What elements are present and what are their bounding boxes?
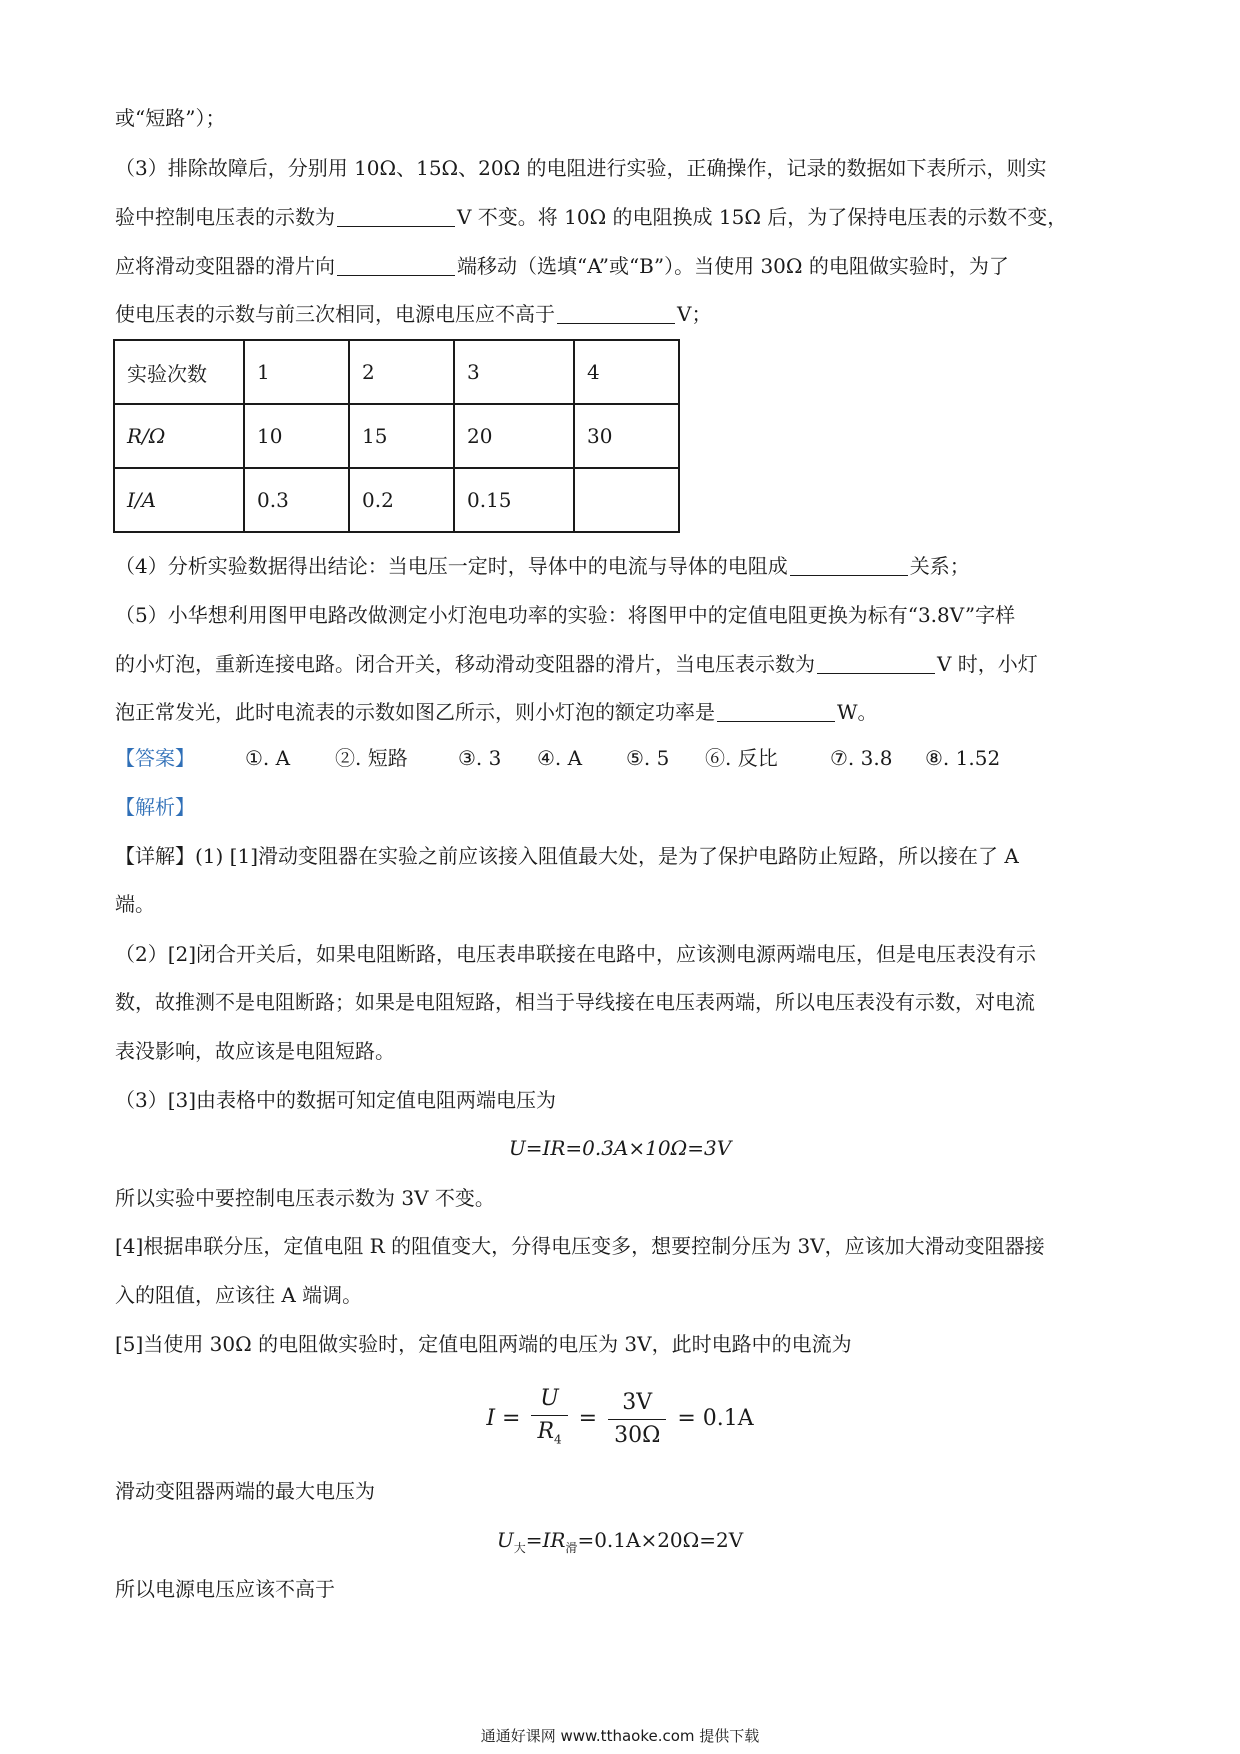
answer-item: ①. A bbox=[245, 746, 291, 770]
equation-rest: =0.1A×20Ω=2V bbox=[577, 1528, 744, 1552]
text-segment: 使电压表的示数与前三次相同，电源电压应不高于 bbox=[115, 302, 555, 326]
text-line: 或“短路”）； bbox=[115, 106, 226, 130]
answer-item: ③. 3 bbox=[458, 746, 502, 770]
text-line: 入的阻值，应该往 A 端调。 bbox=[115, 1283, 363, 1307]
table-cell: 4 bbox=[574, 340, 679, 404]
text-line bbox=[115, 698, 878, 726]
text-line bbox=[115, 552, 970, 580]
answer-item: ⑧. 1.52 bbox=[925, 746, 1001, 770]
table-row bbox=[114, 404, 679, 468]
text-line: [4]根据串联分压，定值电阻 R 的阻值变大，分得电压变多，想要控制分压为 3V，应该加大滑动变阻器接 bbox=[115, 1234, 1045, 1258]
fraction-numerator: U bbox=[531, 1385, 567, 1416]
text-line: （2）[2]闭合开关后，如果电阻断路，电压表串联接在电路中，应该测电源两端电压，但是电压表没有示 bbox=[115, 942, 1037, 966]
text-line bbox=[115, 203, 1067, 231]
text-segment: W。 bbox=[837, 700, 878, 724]
equation-symbol: =IR bbox=[525, 1528, 566, 1552]
text-line: 端。 bbox=[115, 892, 155, 916]
denominator-subscript: 4 bbox=[554, 1432, 562, 1447]
equation-subscript: 滑 bbox=[565, 1541, 578, 1555]
text-segment: V 不变。将 10Ω 的电阻换成 15Ω 后，为了保持电压表的示数不变， bbox=[457, 205, 1068, 229]
text-segment: 关系； bbox=[909, 554, 970, 578]
table-cell: 实验次数 bbox=[114, 340, 244, 404]
table-cell: 3 bbox=[454, 340, 574, 404]
table-cell: 0.3 bbox=[244, 468, 349, 532]
answer-item: ④. A bbox=[537, 746, 583, 770]
experiment-table bbox=[113, 339, 680, 533]
answer-blank bbox=[337, 255, 455, 276]
text-line: 数，故推测不是电阻断路；如果是电阻短路，相当于导线接在电压表两端，所以电压表没有示数，对电流 bbox=[115, 990, 1035, 1014]
equation-rhs: = 0.1A bbox=[677, 1406, 754, 1432]
answer-item: ⑥. 反比 bbox=[705, 746, 778, 770]
equation-subscript: 大 bbox=[513, 1541, 526, 1555]
table-cell: 15 bbox=[349, 404, 454, 468]
text-line: 所以电源电压应该不高于 bbox=[115, 1577, 335, 1601]
table-cell: 20 bbox=[454, 404, 574, 468]
fraction bbox=[531, 1385, 567, 1453]
answer-blank bbox=[337, 206, 455, 227]
answer-blank bbox=[557, 303, 675, 324]
text-segment: 端移动（选填“A”或“B”）。当使用 30Ω 的电阻做实验时，为了 bbox=[457, 254, 1009, 278]
analysis-label: 【解析】 bbox=[115, 795, 195, 819]
answer-item: ⑦. 3.8 bbox=[830, 746, 893, 770]
answer-blank bbox=[717, 701, 835, 722]
equation-symbol: U bbox=[496, 1528, 514, 1552]
equation-equals: = bbox=[578, 1406, 598, 1432]
text-line bbox=[115, 252, 1009, 280]
text-line: （5）小华想利用图甲电路改做测定小灯泡电功率的实验：将图甲中的定值电阻更换为标有“3.8V”字样 bbox=[115, 603, 1016, 627]
text-line: 滑动变阻器两端的最大电压为 bbox=[115, 1479, 375, 1503]
table-cell: 30 bbox=[574, 404, 679, 468]
table-cell: 10 bbox=[244, 404, 349, 468]
table-row bbox=[114, 340, 679, 404]
table-cell bbox=[574, 468, 679, 532]
answer-item: ⑤. 5 bbox=[626, 746, 670, 770]
text-line: [5]当使用 30Ω 的电阻做实验时，定值电阻两端的电压为 3V，此时电路中的电流为 bbox=[115, 1332, 852, 1356]
table-cell: 1 bbox=[244, 340, 349, 404]
answer-label: 【答案】 bbox=[115, 746, 195, 770]
text-line bbox=[115, 300, 711, 328]
table-cell: 2 bbox=[349, 340, 454, 404]
text-line: 【详解】(1) [1]滑动变阻器在实验之前应该接入阻值最大处，是为了保护电路防止短路，所以接在了 A bbox=[115, 844, 1019, 868]
text-segment: V 时，小灯 bbox=[937, 652, 1038, 676]
text-segment: 应将滑动变阻器的滑片向 bbox=[115, 254, 335, 278]
footer-watermark: 通通好课网 www.tthaoke.com 提供下载 bbox=[480, 1727, 760, 1745]
denominator-symbol: R bbox=[537, 1419, 555, 1444]
table-cell: 0.15 bbox=[454, 468, 574, 532]
text-segment: 验中控制电压表的示数为 bbox=[115, 205, 335, 229]
text-segment: V； bbox=[677, 302, 712, 326]
answer-item: ②. 短路 bbox=[335, 746, 408, 770]
table-cell: I/A bbox=[114, 468, 244, 532]
fraction bbox=[608, 1389, 666, 1450]
text-line: （3）[3]由表格中的数据可知定值电阻两端电压为 bbox=[115, 1088, 557, 1112]
answer-blank bbox=[817, 653, 935, 674]
table-row bbox=[114, 468, 679, 532]
fraction-denominator bbox=[531, 1416, 567, 1453]
text-segment: 的小灯泡，重新连接电路。闭合开关，移动滑动变阻器的滑片，当电压表示数为 bbox=[115, 652, 815, 676]
text-line bbox=[115, 650, 1038, 678]
fraction-equation bbox=[0, 1385, 1240, 1453]
table-cell: R/Ω bbox=[114, 404, 244, 468]
text-line: （3）排除故障后，分别用 10Ω、15Ω、20Ω 的电阻进行实验，正确操作，记录的数据如下表所示，则实 bbox=[115, 156, 1047, 180]
answer-blank bbox=[790, 555, 908, 576]
equation: U=IR=0.3A×10Ω=3V bbox=[508, 1136, 732, 1160]
fraction-numerator: 3V bbox=[608, 1389, 666, 1420]
table-cell: 0.2 bbox=[349, 468, 454, 532]
text-line: 所以实验中要控制电压表示数为 3V 不变。 bbox=[115, 1186, 495, 1210]
equation-lhs: I = bbox=[486, 1406, 521, 1432]
equation bbox=[0, 1526, 1240, 1562]
text-segment: （4）分析实验数据得出结论：当电压一定时，导体中的电流与导体的电阻成 bbox=[115, 554, 788, 578]
fraction-denominator: 30Ω bbox=[614, 1422, 661, 1448]
text-line: 表没影响，故应该是电阻短路。 bbox=[115, 1039, 395, 1063]
text-segment: 泡正常发光，此时电流表的示数如图乙所示，则小灯泡的额定功率是 bbox=[115, 700, 715, 724]
